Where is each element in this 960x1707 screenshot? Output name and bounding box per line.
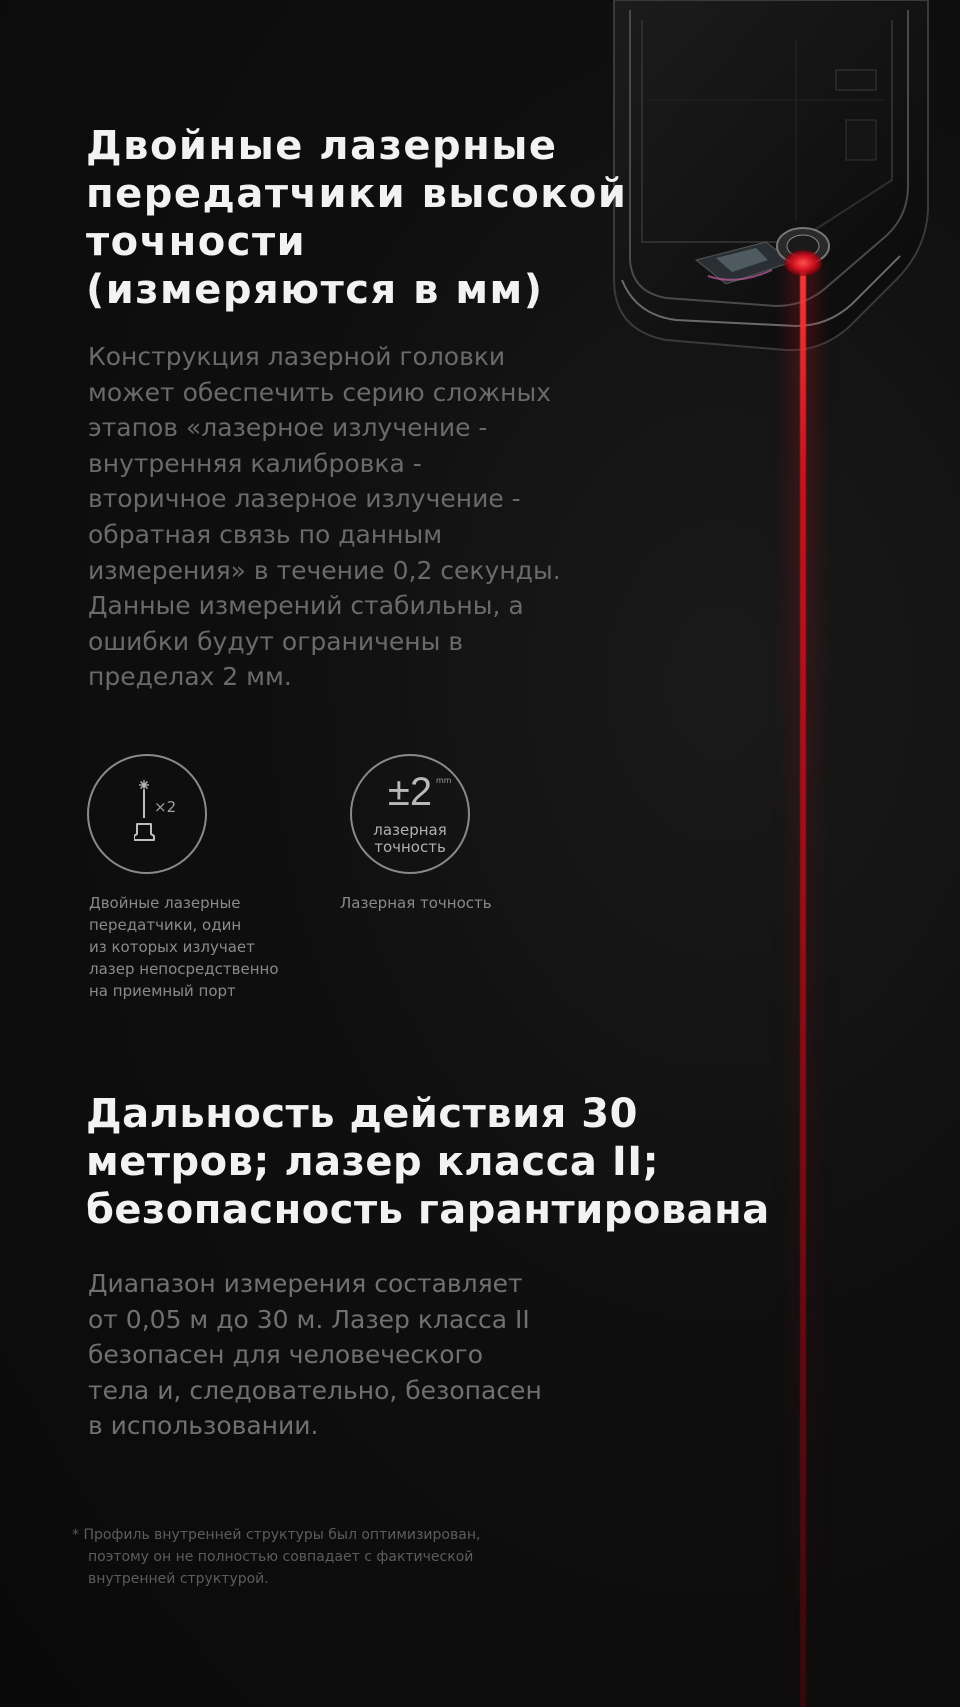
heading-line: (измеряются в мм) [86, 267, 544, 313]
caption-line: на приемный порт [89, 982, 236, 1000]
section-2-description [88, 1266, 542, 1444]
body-line: безопасен для человеческого [88, 1340, 483, 1370]
footnote-line: поэтому он не полностью совпадает с фактической [88, 1549, 474, 1565]
footnote-line: внутренней структурой. [88, 1571, 269, 1587]
badge-line: лазерная [373, 821, 447, 839]
feature-caption [340, 892, 492, 914]
feature-laser-accuracy [340, 754, 492, 912]
section-1-description [88, 339, 561, 695]
dual-emitter-count-label: ×2 [154, 798, 177, 816]
caption-line: передатчики, один [89, 916, 242, 934]
footnote [72, 1524, 480, 1590]
caption-line: из которых излучает [89, 938, 255, 956]
caption-line: Двойные лазерные [89, 894, 241, 912]
body-line: пределах 2 мм. [88, 662, 292, 692]
footnote-line: * Профиль внутренней структуры был оптимизирован, [72, 1527, 481, 1543]
accuracy-unit: mm [436, 776, 452, 785]
accuracy-badge-label [352, 822, 468, 856]
heading-line: безопасность гарантирована [86, 1187, 770, 1233]
body-line: Конструкция лазерной головки [88, 342, 506, 371]
heading-line: Дальность действия 30 [86, 1091, 638, 1137]
body-line: измерения» в течение 0,2 секунды. [88, 555, 561, 585]
body-line: в использовании. [88, 1411, 319, 1441]
section-2-heading [86, 1090, 770, 1234]
section-1-heading [86, 122, 627, 314]
accuracy-value: ±2 [387, 770, 433, 814]
badge-line: точность [374, 838, 446, 856]
body-line: Данные измерений стабильны, а [88, 591, 524, 621]
feature-caption [89, 892, 279, 1002]
laser-beam [800, 262, 806, 1707]
body-line: вторичное лазерное излучение - [88, 484, 521, 514]
rangefinder-device-illustration [596, 0, 936, 370]
heading-line: точности [86, 219, 307, 265]
body-line: Диапазон измерения составляет [88, 1269, 523, 1298]
body-line: этапов «лазерное излучение - [88, 413, 488, 443]
body-line: ошибки будут ограничены в [88, 626, 464, 656]
body-line: может обеспечить серию сложных [88, 377, 552, 407]
body-line: внутренняя калибровка - [88, 448, 422, 478]
laser-emitter-dot [784, 250, 822, 276]
heading-line: передатчики высокой [86, 171, 628, 217]
heading-line: Двойные лазерные [86, 123, 558, 169]
feature-icon-circle [87, 754, 207, 874]
body-line: тела и, следовательно, безопасен [88, 1375, 542, 1405]
body-line: обратная связь по данным [88, 519, 443, 549]
heading-line: метров; лазер класса II; [86, 1139, 660, 1185]
feature-dual-emitters [87, 754, 279, 1000]
body-line: от 0,05 м до 30 м. Лазер класса II [88, 1304, 530, 1334]
accuracy-badge-icon [350, 754, 470, 874]
caption-line: Лазерная точность [340, 894, 492, 912]
caption-line: лазер непосредственно [89, 960, 279, 978]
